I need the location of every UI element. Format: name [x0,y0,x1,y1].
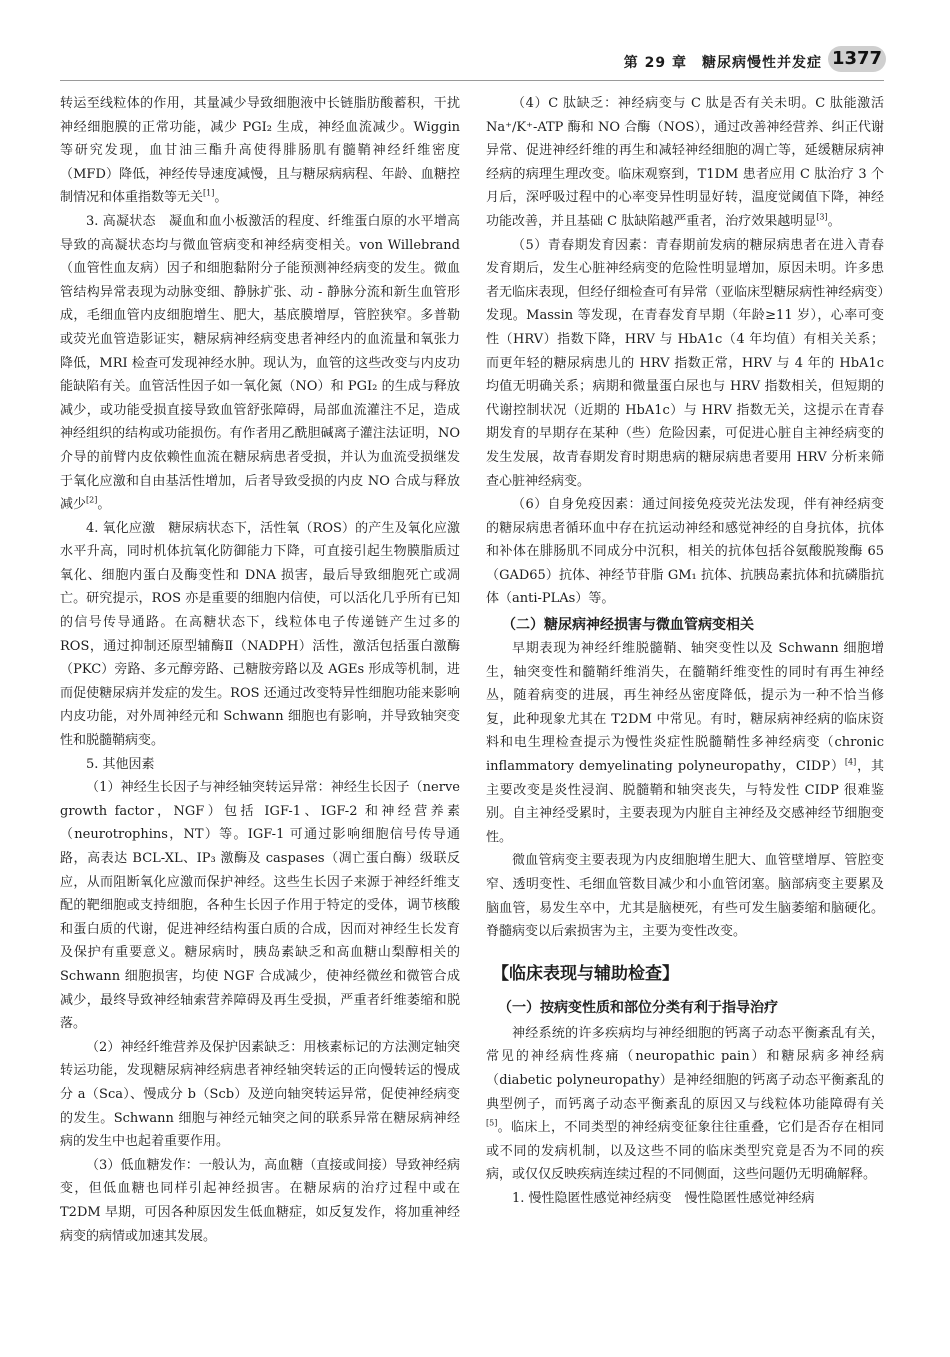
paragraph-text: ，其主要改变是炎性浸润、脱髓鞘和轴突丧失，与特发性 CIDP 很难鉴别。自主神经受累时，主要表现为内脏自主神经及交感神经节细胞变性。 [486,759,884,845]
paragraph: （1）神经生长因子与神经轴突转运异常：神经生长因子（nerve growth factor，NGF）包括 IGF-1、IGF-2 和神经营养素（neurotrophins，NT）等。IGF-1 可通过影响细胞信号传导通路，高表达 BCL-XL、IP₃ 激酶及 caspases（凋亡蛋白酶）级联反应，从而阻断氧化应激而保护神经。这些生长因子来源于神经纤维支配的靶细胞或支持细胞，各种生长因子作用于特定的受体，调节核酸和蛋白质的代谢，促进神经结构蛋白质的合成，因而对神经生长发育及保护有重要意义。糖尿病时，胰岛素缺乏和高血糖山梨醇相关的 Schwann 细胞损害，均使 NGF 合成减少，使神经微丝和微管合成减少，最终导致神经轴索营养障碍及再生受损，严重者纤维萎缩和脱落。 [60,780,460,1032]
right-column [486,92,884,1211]
paragraph-text: 神经系统的许多疾病均与神经细胞的钙离子动态平衡紊乱有关，常见的神经病性疼痛（neuropathic pain）和糖尿病多神经病（diabetic polyneuropathy）是神经细胞的钙离子动态平衡紊乱的典型例子，而钙离子动态平衡紊乱的原因又与线粒体功能障碍有关 [486,1025,884,1112]
paragraph: 4. 氧化应激 糖尿病状态下，活性氧（ROS）的产生及氧化应激水平升高，同时机体抗氧化防御能力下降，可直接引起生物膜脂质过氧化、细胞内蛋白及酶变性和 DNA 损害，最后导致细胞死亡或凋亡。研究提示，ROS 亦是重要的细胞内信使，可以活化几乎所有已知的信号传导通路。在高糖状态下，线粒体电子传递链产生过多的 ROS，通过抑制还原型辅酶Ⅱ（NADPH）活性，激活包括蛋白激酶（PKC）旁路、多元醇旁路、己糖胺旁路以及 AGEs 形成等机制，进而促使糖尿病并发症的发生。ROS 还通过改变特异性细胞功能来影响内皮功能，对外周神经元和 Schwann 细胞也有影响，并导致轴突变性和脱髓鞘病变。 [60,520,460,749]
paragraph-text: 转运至线粒体的作用，其量减少导致细胞液中长链脂肪酸蓄积，干扰神经细胞膜的正常功能，减少 PGI₂ 生成，神经血流减少。Wiggin 等研究发现，血甘油三酯升高使得腓肠肌有髓鞘神经纤维密度（MFD）降低，神经传导速度减慢，且与糖尿病病程、年龄、血糖控制情况和体重指数等无关 [60,96,460,206]
chapter-title: 第 29 章 糖尿病慢性并发症 [623,55,822,71]
paragraph-text: （4）C 肽缺乏：神经病变与 C 肽是否有关未明。C 肽能激活 Na⁺/K⁺-ATP 酶和 NO 合酶（NOS），通过改善神经营养、纠正代谢异常、促进神经纤维的再生和减轻神经细胞的凋亡等，延缓糖尿病神经病的病理生理改变。临床观察到，T1DM 患者应用 C 肽治疗 3 个月后，深呼吸过程中的心率变异性明显好转，温度觉阈值下降，神经功能改善，并且基础 C 肽缺陷越严重者，治疗效果越明显 [486,96,884,229]
paragraph-text: 。 [97,497,111,513]
subsection-heading: （一）按病变性质和部位分类有利于指导治疗 [498,999,778,1016]
paragraph: （6）自身免疫因素：通过间接免疫荧光法发现，伴有神经病变的糖尿病患者循环血中存在抗运动神经和感觉神经的自身抗体，抗体和补体在腓肠肌不同成分中沉积，相关的抗体包括谷氨酸脱羧酶 65（GAD65）抗体、神经节苷脂 GM₁ 抗体、抗胰岛素抗体和抗磷脂抗体（anti-PLAs）等。 [486,497,884,607]
paragraph-text: 3. 高凝状态 凝血和血小板激活的程度、纤维蛋白原的水平增高导致的高凝状态均与微血管病变和神经病变相关。von Willebrand（血管性血友病）因子和细胞黏附分子能预测神经病变的发生。微血管结构异常表现为动脉变细、静脉扩张、动 - 静脉分流和新生血管形成，毛细血管内皮细胞增生、肥大，基底膜增厚，管腔狭窄。多普勒或荧光血管造影证实，糖尿病神经病变患者神经内的血流量和氧张力降低，MRI 检查可发现神经水肿。现认为，血管的这些改变与内皮功能缺陷有关。血管活性因子如一氧化氮（NO）和 PGI₂ 的生成与释放减少，或功能受损直接导致血管舒张障碍，局部血流灌注不足，造成神经组织的结构或功能损伤。有作者用乙酰胆碱离子灌注法证明，NO 介导的前臂内皮依赖性血流在糖尿病患者受损，并认为血流受损继发于氧化应激和自由基活性增加，后者导致受损的内皮 NO 合成与释放减少 [60,213,460,513]
paragraph: （5）青春期发育因素：青春期前发病的糖尿病患者在进入青春发育期后，发生心脏神经病变的危险性明显增加，原因未明。许多患者无临床表现，但经仔细检查可有异常（亚临床型糖尿病性神经病变）发现。Massin 等发现，在青春发育早期（年龄≥11 岁），心率可变性（HRV）指数下降，HRV 与 HbA1c（4 年均值）有相关关系；而更年轻的糖尿病患儿的 HRV 指数正常，HRV 与 4 年的 HbA1c 均值无明确关系；病期和微量蛋白尿也与 HRV 指数相关，但短期的代谢控制状况（近期的 HbA1c）与 HRV 指数无关，这提示在青春期发育的早期存在某种（些）危险因素，可促进心脏自主神经病变的发生发展，故青春期发育时期患病的糖尿病患者要用 HRV 分析来筛查心脏神经病变。 [486,237,884,489]
section-heading: 5. 其他因素 [86,756,155,772]
citation: [4] [844,757,857,767]
paragraph-text: 。临床上，不同类型的神经病变征象往往重叠，它们是否存在相同或不同的发病机制，以及这些不同的临床类型究竟是否为不同的疾病，或仅仅反映疾病连续过程的不同侧面，这些问题仍无明确解释。 [486,1120,884,1183]
paragraph-text: 早期表现为神经纤维脱髓鞘、轴突变性以及 Schwann 细胞增生，轴突变性和髓鞘纤维消失，在髓鞘纤维变性的同时有再生神经丛，随着病变的进展，再生神经丛密度降低，提示为一种不恰当修复，此种现象尤其在 T2DM 中常见。有时，糖尿病神经病的临床资料和电生理检查提示为慢性炎症性脱髓鞘性多神经病变（chronic inflammatory demyelinating polyneuropathy，CIDP） [486,641,884,775]
page-header [0,44,950,78]
paragraph [60,210,460,517]
paragraph [60,92,460,210]
paragraph: （2）神经纤维营养及保护因素缺乏：用核素标记的方法测定轴突转运功能，发现糖尿病神经病患者神经轴突转运的正向慢转运的慢成分 a（Sca）、慢成分 b（Scb）及逆向轴突转运异常，促使神经病变的发生。Schwann 细胞与神经元轴突之间的联系异常在糖尿病神经病的发生中也起着重要作用。 [60,1039,460,1150]
paragraph [486,1022,884,1187]
citation: [5] [486,1118,498,1128]
paragraph-text: 。 [214,190,228,206]
header-divider [60,80,884,81]
paragraph: 1. 慢性隐匿性感觉神经病变 慢性隐匿性感觉神经病 [512,1190,815,1206]
citation: [2] [86,495,98,505]
left-column [60,92,460,1248]
citation: [1] [203,189,215,199]
paragraph [486,637,884,849]
paragraph [486,92,884,234]
paragraph: （3）低血糖发作：一般认为，高血糖（直接或间接）导致神经病变，但低血糖也同样引起神经损害。在糖尿病的治疗过程中或在 T2DM 早期，可因各种原因发生低血糖症，如反复发作，将加重神经病变的病情或加速其发展。 [60,1157,460,1244]
section-heading: 【临床表现与辅助检查】 [492,963,679,984]
paragraph-text: 。 [827,213,841,229]
citation: [3] [816,212,828,222]
page-number-badge: 1377 [828,46,886,72]
subsection-heading: （二）糖尿病神经损害与微血管病变相关 [502,617,754,634]
paragraph: 微血管病变主要表现为内皮细胞增生肥大、血管壁增厚、管腔变窄、透明变性、毛细血管数目减少和小血管闭塞。脑部病变主要累及脑血管，易发生卒中，尤其是脑梗死，有些可发生脑萎缩和脑硬化。脊髓病变以后索损害为主，主要为变性改变。 [486,853,884,940]
